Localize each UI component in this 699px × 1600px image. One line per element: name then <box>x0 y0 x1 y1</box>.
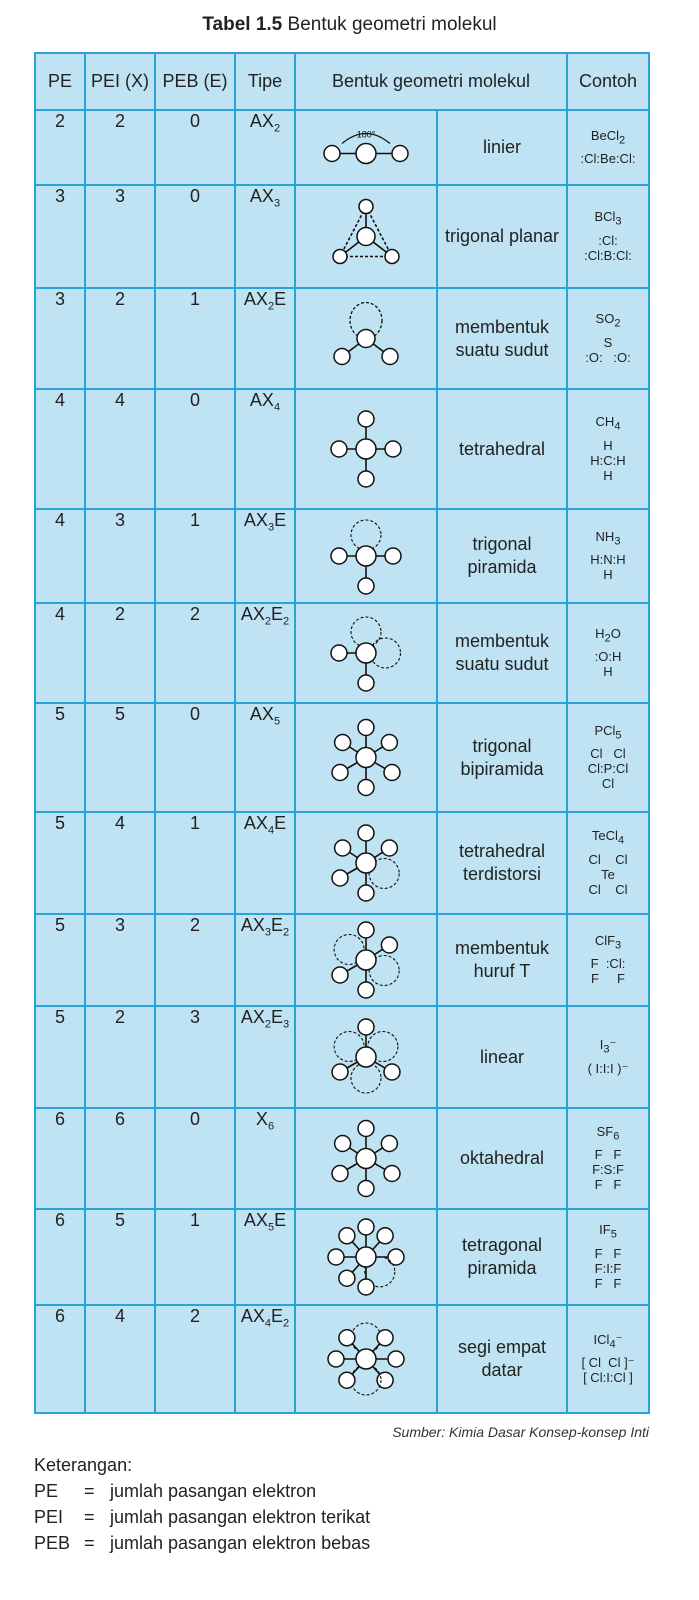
cell-tipe: $AX_5E$ <box>235 1209 295 1305</box>
molecule-shape-svg <box>296 392 436 506</box>
geometry-name: tetrahedral terdistorsi <box>437 812 567 914</box>
example-formula: BeCl$_2$ <box>590 127 626 147</box>
example-cell <box>567 288 649 389</box>
geometry-name: linier <box>437 110 567 185</box>
table-row <box>35 185 649 288</box>
cell-tipe: $AX_3E_2$ <box>235 914 295 1006</box>
molecule-diagram <box>295 110 437 185</box>
example-cell <box>567 1006 649 1108</box>
header-row <box>35 53 649 110</box>
cell-peb: 1 <box>155 1209 235 1305</box>
molecule-diagram <box>295 288 437 389</box>
geometry-name: membentuk suatu sudut <box>437 288 567 389</box>
note-key: PE <box>34 1481 59 1501</box>
cell-pe: 3 <box>35 288 85 389</box>
header-pei: PEI (X) <box>85 53 155 110</box>
notes-list <box>34 1478 370 1556</box>
note-val: jumlah pasangan elektron bebas <box>110 1533 371 1553</box>
example-cell <box>567 389 649 509</box>
note-val: jumlah pasangan elektron <box>110 1481 317 1501</box>
cell-tipe: $AX_2E$ <box>235 288 295 389</box>
molecule-shape-svg <box>296 291 436 386</box>
cell-pei: 2 <box>85 1006 155 1108</box>
lewis-structure: F :Cl: F F <box>590 956 626 987</box>
note-eq: = <box>84 1507 95 1527</box>
cell-tipe: $AX_2$ <box>235 110 295 185</box>
cell-pei: 6 <box>85 1108 155 1209</box>
table-row <box>35 509 649 603</box>
cell-peb: 0 <box>155 185 235 288</box>
table-row <box>35 389 649 509</box>
table-row <box>35 1108 649 1209</box>
cell-pei: 5 <box>85 703 155 812</box>
geometry-table <box>34 52 650 1414</box>
molecule-diagram <box>295 1108 437 1209</box>
table-row <box>35 1209 649 1305</box>
cell-pei: 3 <box>85 914 155 1006</box>
cell-pei: 5 <box>85 1209 155 1305</box>
example-formula: $SF_6$ <box>596 1123 620 1143</box>
example-cell <box>567 914 649 1006</box>
geometry-name: membentuk huruf T <box>437 914 567 1006</box>
cell-pe: 4 <box>35 389 85 509</box>
cell-pei: 4 <box>85 389 155 509</box>
example-formula: $H_2O$ <box>595 625 621 645</box>
lewis-structure: ( I:I:I )⁻ <box>587 1060 629 1076</box>
geometry-name: oktahedral <box>437 1108 567 1209</box>
example-formula: TeCl$_4$ <box>591 828 625 847</box>
example-cell <box>567 603 649 703</box>
molecule-diagram <box>295 1006 437 1108</box>
molecule-shape-svg <box>296 706 436 809</box>
cell-pe: 4 <box>35 603 85 703</box>
note-item <box>34 1530 370 1556</box>
note-eq: = <box>84 1481 95 1501</box>
cell-peb: 1 <box>155 812 235 914</box>
cell-tipe: $X_6$ <box>235 1108 295 1209</box>
example-cell <box>567 1108 649 1209</box>
molecule-diagram <box>295 703 437 812</box>
molecule-shape-svg <box>296 606 436 700</box>
cell-pe: 6 <box>35 1209 85 1305</box>
lewis-structure: :O:H H <box>594 649 622 680</box>
molecule-diagram <box>295 1305 437 1413</box>
molecule-shape-svg <box>296 1111 436 1206</box>
geometry-name: trigonal piramida <box>437 509 567 603</box>
example-cell <box>567 812 649 914</box>
table-body <box>35 110 649 1413</box>
cell-peb: 3 <box>155 1006 235 1108</box>
cell-pei: 4 <box>85 812 155 914</box>
molecule-shape-svg <box>296 512 436 600</box>
cell-pe: 2 <box>35 110 85 185</box>
lewis-structure: :Cl: :Cl:B:Cl: <box>584 232 632 263</box>
example-formula: $I_3^-$ <box>599 1037 617 1056</box>
example-formula: PCl$_5$ <box>594 722 622 742</box>
geometry-name: tetrahedral <box>437 389 567 509</box>
lewis-structure: [ Cl Cl ]⁻ [ Cl:I:Cl ] <box>581 1355 635 1386</box>
header-pe: PE <box>35 53 85 110</box>
example-formula: ClF$_3$ <box>594 932 622 952</box>
table-row <box>35 812 649 914</box>
cell-peb: 0 <box>155 1108 235 1209</box>
table-row <box>35 110 649 185</box>
table-row <box>35 1006 649 1108</box>
molecule-shape-svg <box>296 1212 436 1302</box>
cell-tipe: $AX_2E_2$ <box>235 603 295 703</box>
header-tipe: Tipe <box>235 53 295 110</box>
table-row <box>35 1305 649 1413</box>
cell-peb: 1 <box>155 509 235 603</box>
table-number: Tabel 1.5 <box>202 14 283 35</box>
cell-peb: 0 <box>155 703 235 812</box>
source-note: Sumber: Kimia Dasar Konsep-konsep Inti <box>392 1424 649 1440</box>
lewis-structure: Cl Cl Cl:P:Cl Cl <box>587 746 629 792</box>
cell-peb: 2 <box>155 914 235 1006</box>
example-cell <box>567 185 649 288</box>
table-row <box>35 288 649 389</box>
cell-tipe: $AX_4E_2$ <box>235 1305 295 1413</box>
example-cell <box>567 1305 649 1413</box>
molecule-diagram <box>295 812 437 914</box>
cell-pe: 5 <box>35 914 85 1006</box>
geometry-name: trigonal planar <box>437 185 567 288</box>
cell-peb: 0 <box>155 389 235 509</box>
header-bentuk: Bentuk geometri molekul <box>295 53 567 110</box>
example-formula: $CH_4$ <box>595 414 621 433</box>
table-row <box>35 703 649 812</box>
note-key: PEB <box>34 1533 71 1553</box>
example-cell <box>567 703 649 812</box>
example-formula: BCl$_3$ <box>594 209 622 228</box>
example-cell <box>567 110 649 185</box>
example-formula: $SO_2$ <box>595 311 621 330</box>
molecule-diagram <box>295 603 437 703</box>
cell-pei: 3 <box>85 185 155 288</box>
cell-tipe: $AX_5$ <box>235 703 295 812</box>
cell-peb: 2 <box>155 1305 235 1413</box>
cell-pei: 2 <box>85 603 155 703</box>
example-cell <box>567 509 649 603</box>
cell-pe: 6 <box>35 1108 85 1209</box>
cell-pei: 2 <box>85 110 155 185</box>
cell-pei: 4 <box>85 1305 155 1413</box>
molecule-shape-svg <box>296 1308 436 1410</box>
legend-notes <box>34 1452 370 1556</box>
table-row <box>35 603 649 703</box>
lewis-structure: H H:C:H H <box>590 437 626 483</box>
notes-heading: Keterangan: <box>34 1455 133 1475</box>
molecule-shape-svg <box>296 815 436 911</box>
geometry-name: linear <box>437 1006 567 1108</box>
cell-peb: 0 <box>155 110 235 185</box>
cell-tipe: $AX_4E$ <box>235 812 295 914</box>
cell-pe: 3 <box>35 185 85 288</box>
cell-pe: 4 <box>35 509 85 603</box>
cell-pe: 5 <box>35 1006 85 1108</box>
geometry-name: trigonal bipiramida <box>437 703 567 812</box>
note-eq: = <box>84 1533 95 1553</box>
geometry-name: segi empat datar <box>437 1305 567 1413</box>
cell-tipe: $AX_3$ <box>235 185 295 288</box>
molecule-diagram <box>295 185 437 288</box>
cell-tipe: $AX_3E$ <box>235 509 295 603</box>
note-val: jumlah pasangan elektron terikat <box>110 1507 371 1527</box>
header-contoh: Contoh <box>567 53 649 110</box>
cell-tipe: $AX_4$ <box>235 389 295 509</box>
cell-pei: 2 <box>85 288 155 389</box>
geometry-name: membentuk suatu sudut <box>437 603 567 703</box>
geometry-name: tetragonal piramida <box>437 1209 567 1305</box>
lewis-structure: H:N:H H <box>590 552 626 583</box>
lewis-structure: F F F:I:F F F <box>594 1245 622 1291</box>
note-key: PEI <box>34 1507 64 1527</box>
molecule-shape-svg <box>296 188 436 285</box>
lewis-structure: :Cl:Be:Cl: <box>580 151 636 167</box>
molecule-diagram <box>295 509 437 603</box>
molecule-shape-svg <box>296 113 436 182</box>
lewis-structure: Cl Cl Te Cl Cl <box>588 851 628 897</box>
cell-pe: 5 <box>35 703 85 812</box>
example-cell <box>567 1209 649 1305</box>
cell-peb: 2 <box>155 603 235 703</box>
header-peb: PEB (E) <box>155 53 235 110</box>
molecule-diagram <box>295 914 437 1006</box>
cell-peb: 1 <box>155 288 235 389</box>
molecule-shape-svg <box>296 917 436 1003</box>
table-title <box>0 14 699 36</box>
lewis-structure: F F F:S:F F F <box>592 1147 624 1193</box>
cell-pe: 6 <box>35 1305 85 1413</box>
molecule-shape-svg <box>296 1009 436 1105</box>
example-formula: $NH_3$ <box>595 528 621 548</box>
cell-tipe: $AX_2E_3$ <box>235 1006 295 1108</box>
lewis-structure: S :O: :O: <box>585 334 631 365</box>
molecule-diagram <box>295 389 437 509</box>
example-formula: ICl$_4$⁻ <box>593 1331 623 1351</box>
svg-text:180°: 180° <box>356 129 376 140</box>
note-item <box>34 1478 370 1504</box>
table-caption: Bentuk geometri molekul <box>282 14 497 35</box>
molecule-diagram <box>295 1209 437 1305</box>
cell-pe: 5 <box>35 812 85 914</box>
cell-pei: 3 <box>85 509 155 603</box>
note-item <box>34 1504 370 1530</box>
example-formula: $IF_5$ <box>599 1222 617 1241</box>
table-row <box>35 914 649 1006</box>
